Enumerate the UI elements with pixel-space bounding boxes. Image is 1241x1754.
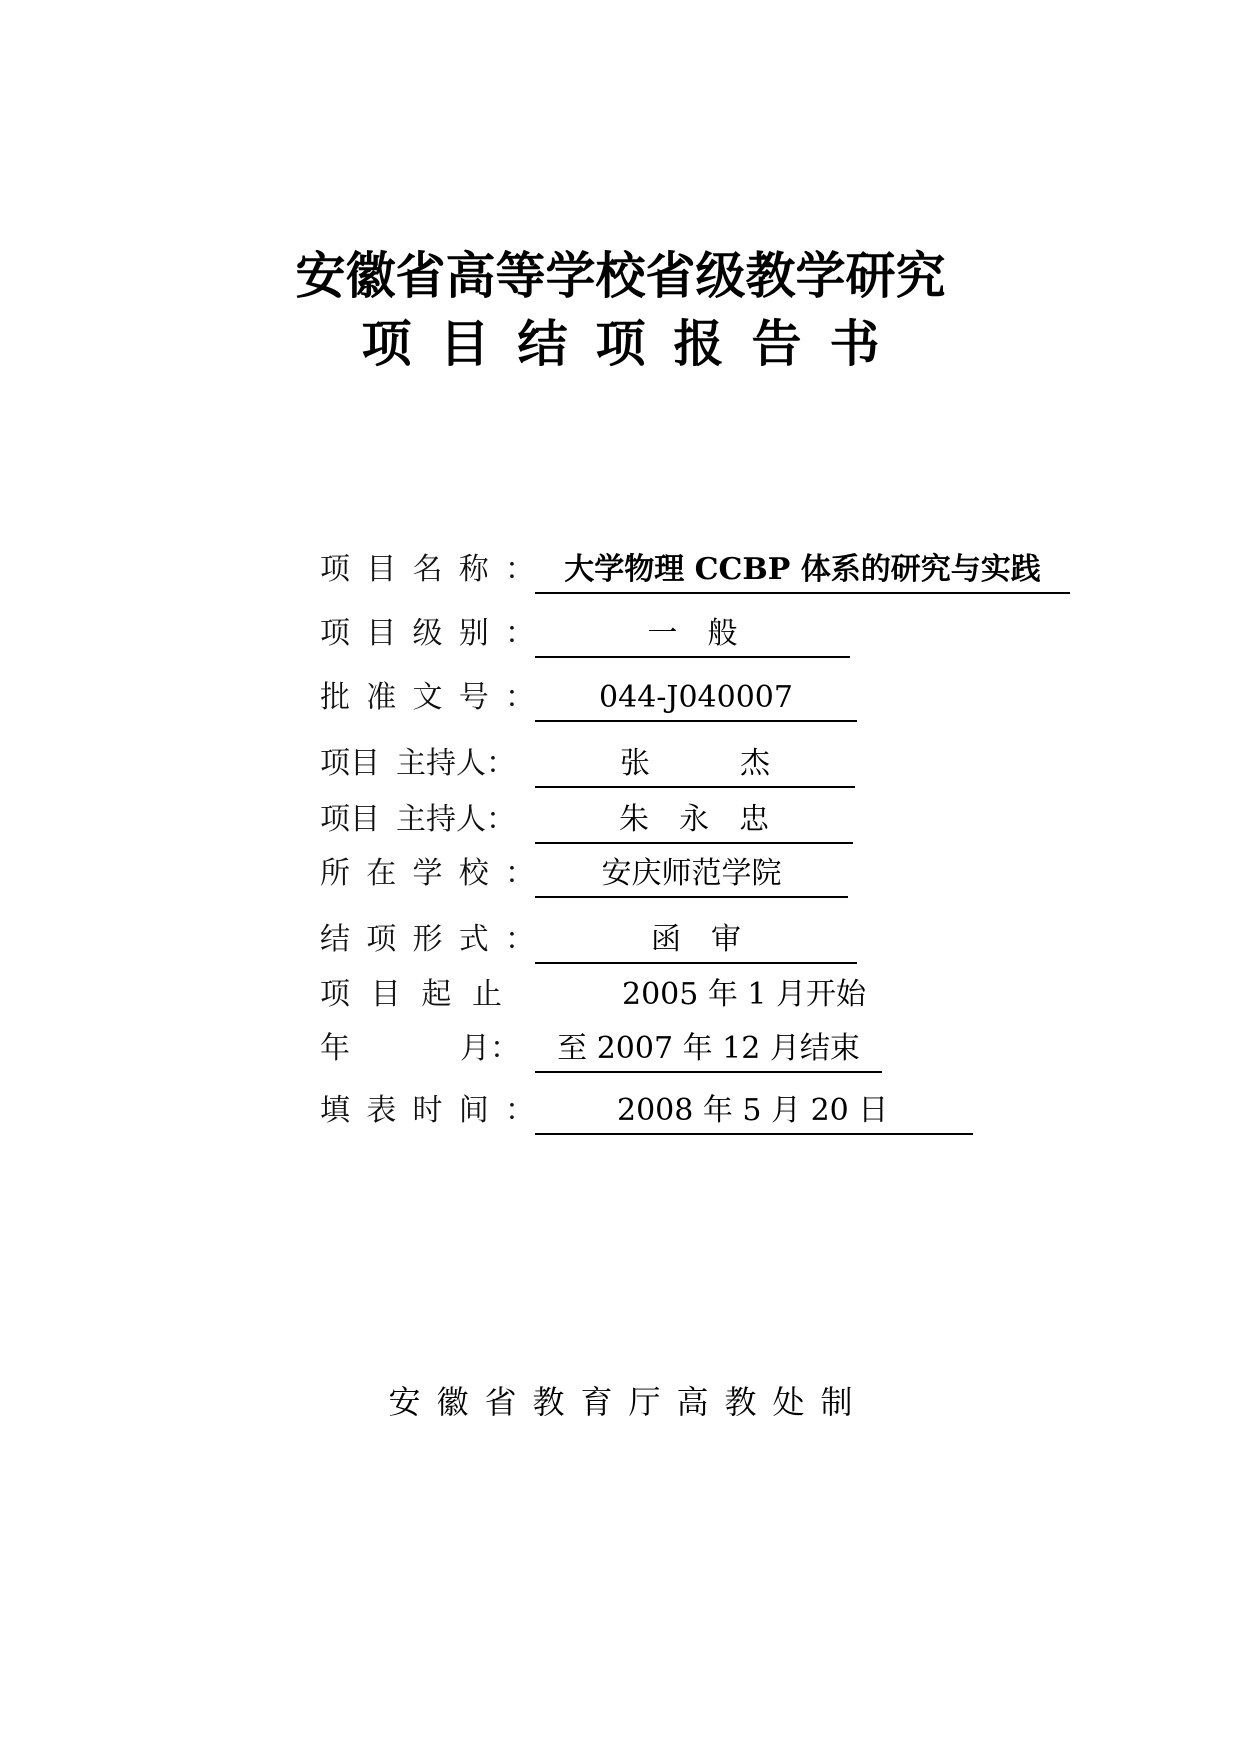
field-label: 批 准 文 号 ：	[320, 680, 535, 715]
period-start-value: 2005 年 1 月开始	[622, 977, 867, 1012]
report-title-line1: 安徽省高等学校省级教学研究	[295, 246, 946, 305]
field-label: 项目 主持人：	[320, 802, 516, 837]
field-label: 年 月：	[320, 1031, 520, 1066]
field-label: 项目 主持人：	[320, 746, 516, 781]
field-label: 项 目 名 称 ：	[320, 552, 535, 587]
host-1-value: 张 杰	[535, 742, 855, 788]
issuer-footer: 安徽省教育厅高教处制	[388, 1383, 869, 1421]
host-2-value: 朱 永 忠	[535, 798, 853, 844]
field-label: 所 在 学 校 ：	[320, 856, 535, 891]
approval-number-value: 044-J040007	[535, 676, 857, 722]
period-end-value: 至 2007 年 12 月结束	[535, 1027, 882, 1073]
project-level-value: 一 般	[535, 612, 850, 658]
field-label: 填 表 时 间 ：	[320, 1093, 535, 1128]
fill-date-value: 2008 年 5 月 20 日	[535, 1089, 973, 1135]
school-value: 安庆师范学院	[535, 852, 848, 898]
project-name-value: 大学物理 CCBP 体系的研究与实践	[535, 548, 1070, 594]
field-label: 结 项 形 式 ：	[320, 922, 535, 957]
report-title-line2: 项目结项报告书	[361, 314, 908, 373]
closing-form-value: 函 审	[535, 918, 857, 964]
field-label: 项 目 级 别 ：	[320, 616, 535, 651]
field-label: 项 目 起 止	[320, 977, 502, 1012]
